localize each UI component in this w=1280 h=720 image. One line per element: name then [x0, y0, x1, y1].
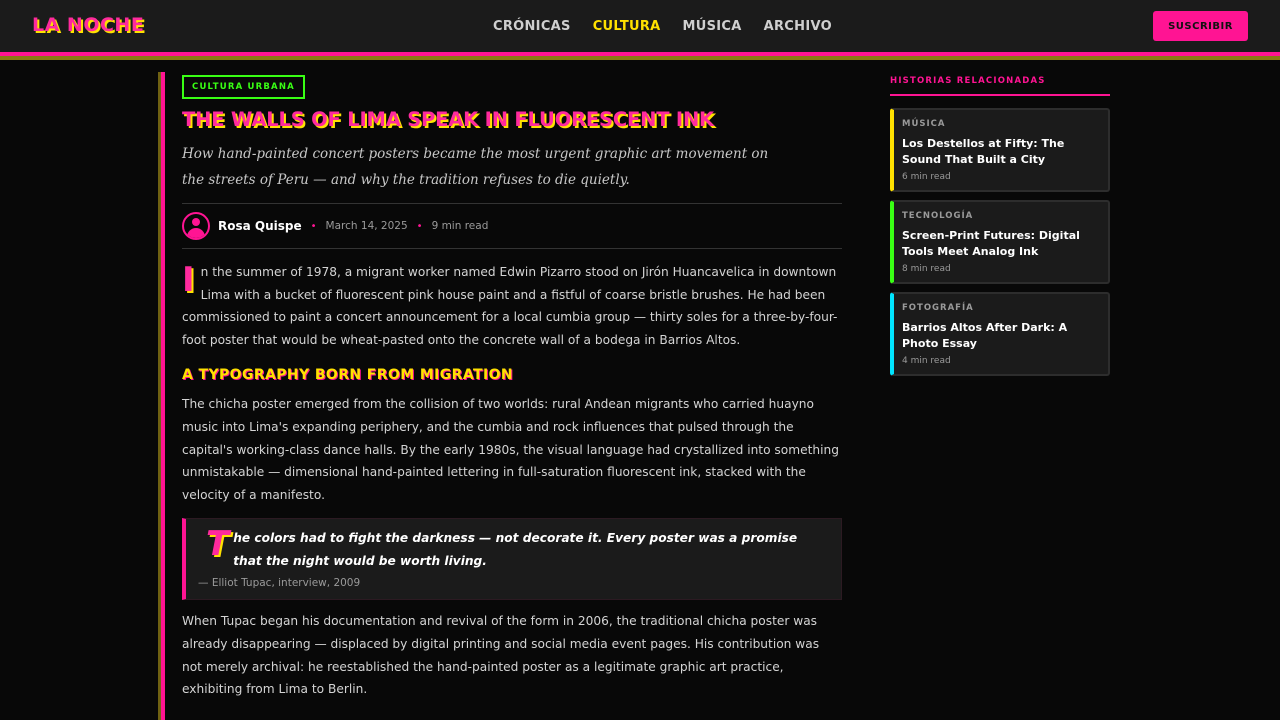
card-read-time: 6 min read [902, 172, 951, 182]
drop-cap: I [182, 260, 195, 300]
author-avatar-icon [182, 212, 210, 240]
pull-quote-text-block [198, 524, 825, 573]
nav-item-cronicas[interactable]: CRÓNICAS [493, 18, 571, 34]
card-category: MÚSICA [902, 119, 946, 129]
card-read-time: 8 min read [902, 264, 951, 274]
subscribe-button[interactable]: SUSCRIBIR [1153, 11, 1248, 41]
paragraph-1-text: n the summer of 1978, a migrant worker named Edwin Pizarro stood on Jirón Huancavelica in downtown Lima with a bucket of fluorescent pink house paint and a fistful of coarse bristle brushes. He had been commissioned to paint a concert announcement for a local cumbia group — thirty soles for a three-by-four-foot poster that would be wheat-pasted onto the concrete wall of a bodega in Barrios Altos. [182, 265, 838, 347]
author-name[interactable]: Rosa Quispe [218, 219, 302, 233]
related-stories-sidebar [890, 72, 1110, 376]
card-title[interactable]: Barrios Altos After Dark: A Photo Essay [902, 321, 1068, 350]
paragraph-2: The chicha poster emerged from the collision of two worlds: rural Andean migrants who carried huayno music into Lima's expanding periphery, and the cumbia and rock influences that pulsed through the capital's working-class dance halls. By the early 1980s, the visual language had crystallized into something unmistakable — dimensional hand-painted lettering in full-saturation fluorescent ink, stacked with the velocity of a manifesto. [182, 397, 839, 502]
paragraph-3: When Tupac began his documentation and revival of the form in 2006, the traditional chicha poster was already disappearing — displaced by digital printing and social media event pages. His contribution was not merely archival: he reestablished the hand-painted poster as a legitimate graphic art practice, exhibiting from Lima to Berlin. [182, 614, 820, 697]
nav-item-cultura[interactable]: CULTURA [592, 18, 661, 34]
article [182, 72, 842, 701]
pull-quote [182, 518, 842, 600]
card-read-time: 4 min read [902, 356, 951, 366]
section-subhead: A TYPOGRAPHY BORN FROM MIGRATION [182, 367, 513, 384]
card-title[interactable]: Los Destellos at Fifty: The Sound That Built a City [902, 137, 1065, 166]
article-headline: THE WALLS OF LIMA SPEAK IN FLUORESCENT INK [182, 108, 714, 131]
related-card-musica[interactable] [890, 108, 1110, 192]
main-nav [493, 0, 854, 52]
pull-quote-text: he colors had to fight the darkness — not decorate it. Every poster was a promise that the night would be worth living. [233, 531, 798, 569]
separator-dot-icon: • [310, 220, 317, 232]
sidebar-title: HISTORIAS RELACIONADAS [890, 72, 1110, 96]
article-dek: How hand-painted concert posters became the most urgent graphic art movement on the streets of Peru — and why the tradition refuses to die quietly. [182, 146, 769, 188]
site-logo[interactable]: LA NOCHE [32, 14, 145, 36]
publish-date: March 14, 2025 [325, 220, 408, 232]
card-category: TECNOLOGÍA [902, 211, 974, 221]
nav-item-archivo[interactable]: ARCHIVO [763, 18, 832, 34]
separator-dot-icon: • [416, 220, 423, 232]
read-time: 9 min read [431, 220, 489, 232]
related-card-tecnologia[interactable] [890, 200, 1110, 284]
nav-item-musica[interactable]: MÚSICA [682, 18, 742, 34]
card-title[interactable]: Screen-Print Futures: Digital Tools Meet Analog Ink [902, 229, 1080, 258]
related-card-fotografia[interactable] [890, 292, 1110, 376]
top-navigation-bar [0, 0, 1280, 52]
card-category: FOTOGRAFÍA [902, 303, 974, 313]
article-rail-pink [161, 72, 165, 720]
quote-attribution: — Elliot Tupac, interview, 2009 [198, 577, 361, 590]
byline [182, 203, 842, 249]
category-tag[interactable]: CULTURA URBANA [182, 75, 305, 99]
quote-drop-cap: T [206, 524, 230, 565]
header-stripe-olive [0, 56, 1280, 60]
paragraph-1 [182, 261, 842, 351]
